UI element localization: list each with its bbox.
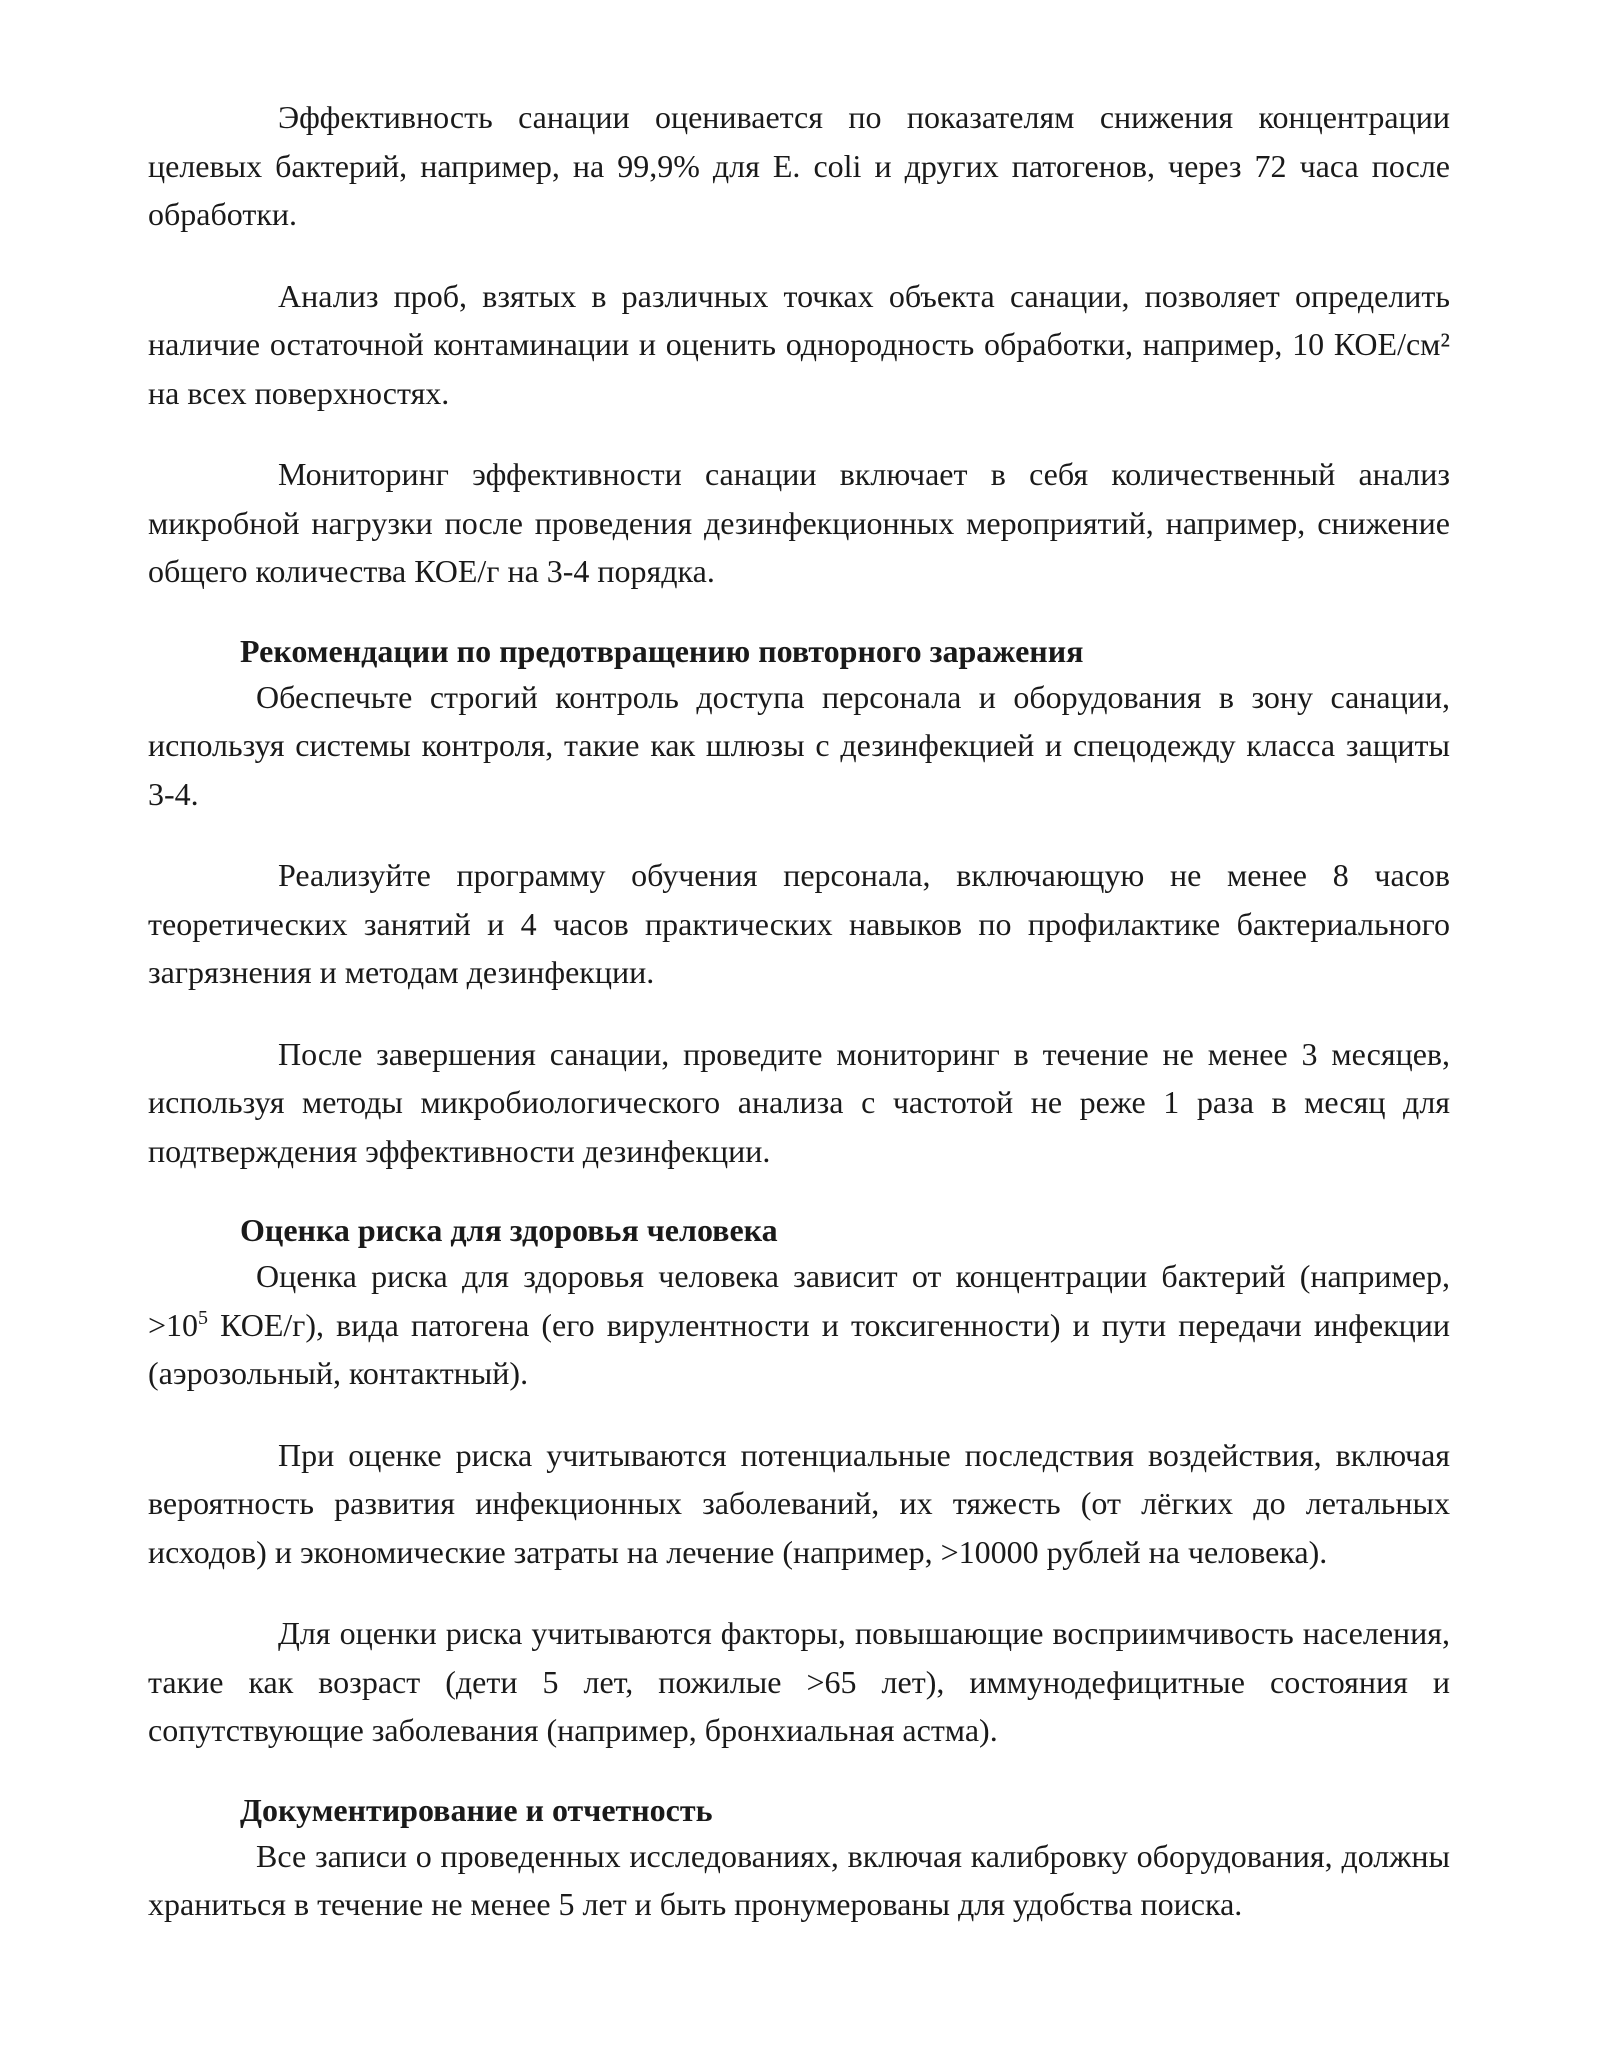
paragraph-risk-concentration [148,1252,1450,1398]
paragraph-staff-training: Реализуйте программу обучения персонала, включающую не менее 8 часов теоретических занятий и 4 часов практических навыков по профилактике бактериального загрязнения и методам дезинфекции. [148,857,1450,990]
section-heading-documentation: Документирование и отчетность [240,1791,713,1828]
exponent: 5 [198,1306,209,1329]
document-page [148,93,1450,1962]
paragraph-monitoring: Мониторинг эффективности санации включает в себя количественный анализ микробной нагрузки после проведения дезинфекционных мероприятий, например, снижение общего количества КОЕ/г на 3-4 порядка. [148,456,1450,589]
paragraph-risk-susceptibility: Для оценки риска учитываются факторы, повышающие восприимчивость населения, такие как возраст (дети 5 лет, пожилые >65 лет), иммунодефицитные состояния и сопутствующие заболевания (например, бронхиальная астма). [148,1615,1450,1748]
paragraph-sample-analysis: Анализ проб, взятых в различных точках объекта санации, позволяет определить наличие остаточной контаминации и оценить однородность обработки, например, 10 КОЕ/см² на всех поверхностях. [148,277,1450,411]
paragraph-post-sanitation-monitoring: После завершения санации, проведите мониторинг в течение не менее 3 месяцев, используя методы микробиологического анализа с частотой не реже 1 раза в месяц для подтверждения эффективности дезинфекции. [148,1035,1450,1169]
paragraph-access-control: Обеспечьте строгий контроль доступа персонала и оборудования в зону санации, используя системы контроля, такие как шлюзы с дезинфекцией и спецодежду класса защиты 3-4. [148,678,1450,812]
risk-text-part-1: Оценка риска для здоровья человека зависит от концентрации бактерий (например, >10 [148,1258,1450,1343]
section-heading-reinfection-prevention: Рекомендации по предотвращению повторного заражения [240,632,1084,669]
paragraph-risk-consequences: При оценке риска учитываются потенциальные последствия воздействия, включая вероятность развития инфекционных заболеваний, их тяжесть (от лёгких до летальных исходов) и экономические затраты на лечение (например, >10000 рублей на человека). [148,1436,1450,1570]
paragraph-sanitation-efficiency: Эффективность санации оценивается по показателям снижения концентрации целевых бактерий, например, на 99,9% для E. coli и других патогенов, через 72 часа после обработки. [148,99,1450,232]
risk-text-part-2: КОЕ/г), вида патогена (его вирулентности и токсигенности) и пути передачи инфекции (аэрозольный, контактный). [148,1306,1450,1391]
paragraph-records-retention: Все записи о проведенных исследованиях, включая калибровку оборудования, должны храниться в течение не менее 5 лет и быть пронумерованы для удобства поиска. [148,1837,1450,1922]
section-heading-health-risk: Оценка риска для здоровья человека [240,1212,778,1248]
